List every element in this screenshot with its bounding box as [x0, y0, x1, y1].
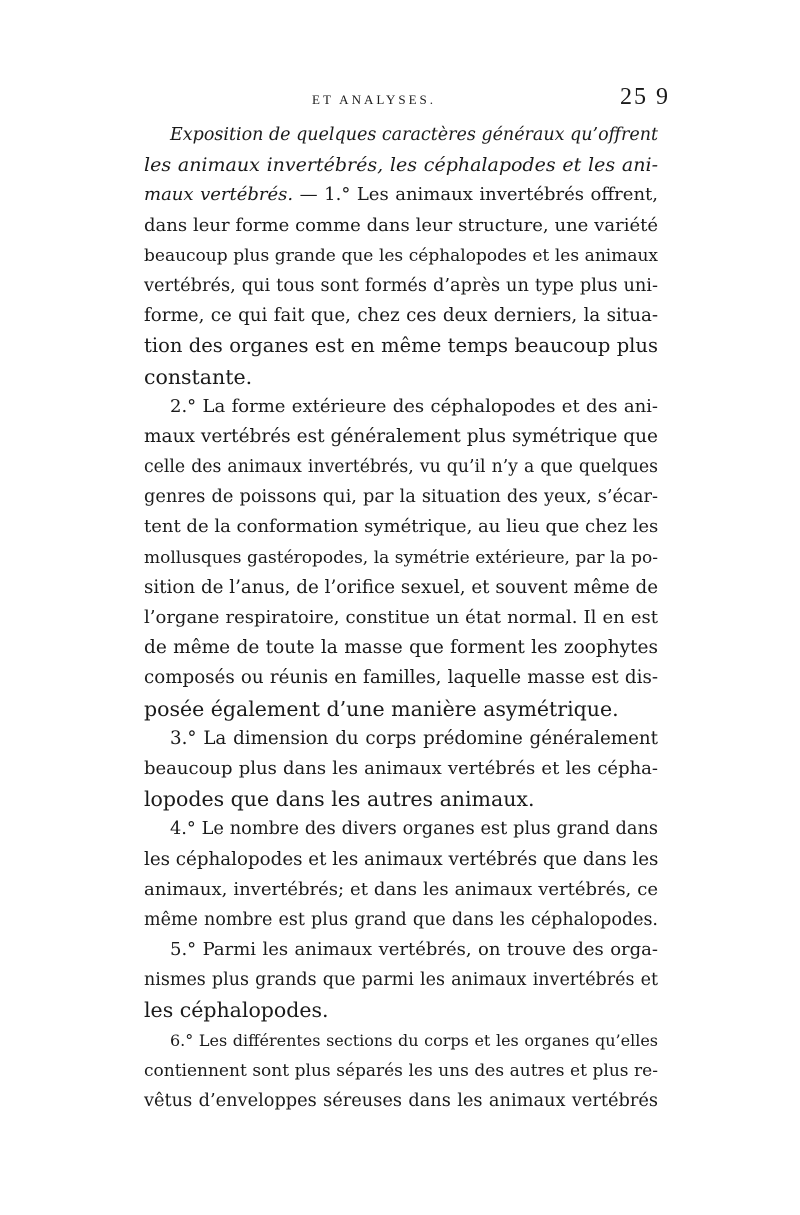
roman-text: même nombre est plus grand que dans les céphalopodes. [144, 909, 658, 930]
text-line [144, 814, 658, 844]
text-line [144, 392, 658, 422]
text-line [144, 905, 658, 935]
text-line [144, 573, 658, 603]
roman-text: mollusques gastéropodes, la symétrie extérieure, par la po- [144, 547, 658, 568]
text-line [144, 754, 658, 784]
roman-text: dans leur forme comme dans leur structure, une variété [144, 214, 658, 236]
text-line [144, 1026, 658, 1056]
roman-text: beaucoup plus dans les animaux vertébrés et les cépha- [144, 757, 658, 779]
text-line [144, 271, 658, 301]
text-line [144, 784, 658, 814]
text-line [144, 543, 658, 573]
roman-text: tent de la conformation symétrique, au lieu que chez les [144, 516, 659, 538]
roman-text: 2.° La forme extérieure des céphalopodes et des ani- [170, 395, 658, 417]
text-line [144, 301, 658, 331]
text-line [144, 362, 658, 392]
roman-text: genres de poissons qui, par la situation des yeux, s’écar- [144, 487, 658, 508]
roman-text: 3.° La dimension du corps prédomine généralement [170, 727, 658, 749]
text-line [144, 241, 658, 271]
text-line [144, 663, 658, 693]
text-line [144, 150, 658, 180]
text-line [144, 512, 658, 542]
roman-text: vêtus d’enveloppes séreuses dans les animaux vertébrés [144, 1091, 658, 1111]
body-text [144, 120, 658, 1116]
text-line [144, 331, 658, 361]
roman-text: l’organe respiratoire, constitue un état normal. Il en est [144, 607, 658, 628]
italic-heading-text: Exposition de quelques caractères généraux qu’offrent [170, 125, 659, 145]
text-line [144, 452, 658, 482]
text-line [144, 211, 658, 241]
text-line [144, 995, 658, 1025]
text-line [144, 422, 658, 452]
roman-text: nismes plus grands que parmi les animaux invertébrés et [144, 970, 658, 991]
roman-text: forme, ce qui fait que, chez ces deux derniers, la situa- [144, 305, 658, 327]
roman-text: les céphalopodes. [144, 998, 329, 1023]
roman-text: posée également d’une manière asymétrique. [144, 696, 619, 721]
roman-text: lopodes que dans les autres animaux. [144, 787, 535, 812]
page-number: 25 9 [620, 84, 670, 110]
roman-text: celle des animaux invertébrés, vu qu’il n’y a que quelques [144, 457, 658, 478]
roman-text: 6.° Les différentes sections du corps et les organes qu’elles [170, 1030, 658, 1050]
text-line [144, 845, 658, 875]
roman-text: tion des organes est en même temps beaucoup plus [144, 334, 658, 358]
text-line [144, 935, 658, 965]
roman-text: beaucoup plus grande que les céphalopodes et les animaux [144, 245, 658, 266]
roman-text: sition de l’anus, de l’orifice sexuel, et souvent même de [144, 576, 658, 598]
roman-text: — 1.° Les animaux invertébrés offrent, [293, 184, 658, 206]
roman-text: constante. [144, 364, 253, 389]
italic-heading-text: les animaux invertébrés, les céphalapodes et les ani- [144, 154, 658, 177]
text-line [144, 724, 658, 754]
roman-text: composés ou réunis en familles, laquelle masse est dis- [144, 667, 658, 689]
text-line [144, 120, 658, 150]
roman-text: animaux, invertébrés; et dans les animaux vertébrés, ce [144, 878, 658, 900]
roman-text: de même de toute la masse que forment les zoophytes [144, 637, 658, 659]
text-line [144, 694, 658, 724]
text-line [144, 180, 658, 210]
text-line [144, 1056, 658, 1086]
roman-text: 4.° Le nombre des divers organes est plus grand dans [170, 819, 658, 840]
roman-text: les céphalopodes et les animaux vertébrés que dans les [144, 848, 659, 870]
text-line [144, 633, 658, 663]
text-line [144, 482, 658, 512]
text-line [144, 875, 658, 905]
roman-text: contiennent sont plus séparés les uns des autres et plus re- [144, 1060, 658, 1081]
text-line [144, 1086, 658, 1116]
running-head: ET ANALYSES. [312, 92, 437, 107]
roman-text: maux vertébrés est généralement plus symétrique que [144, 425, 658, 447]
text-line [144, 965, 658, 995]
text-line [144, 603, 658, 633]
italic-heading-text: maux vertébrés. [144, 184, 294, 206]
roman-text: vertébrés, qui tous sont formés d’après un type plus uni- [144, 275, 658, 296]
roman-text: 5.° Parmi les animaux vertébrés, on trouve des orga- [170, 939, 658, 961]
